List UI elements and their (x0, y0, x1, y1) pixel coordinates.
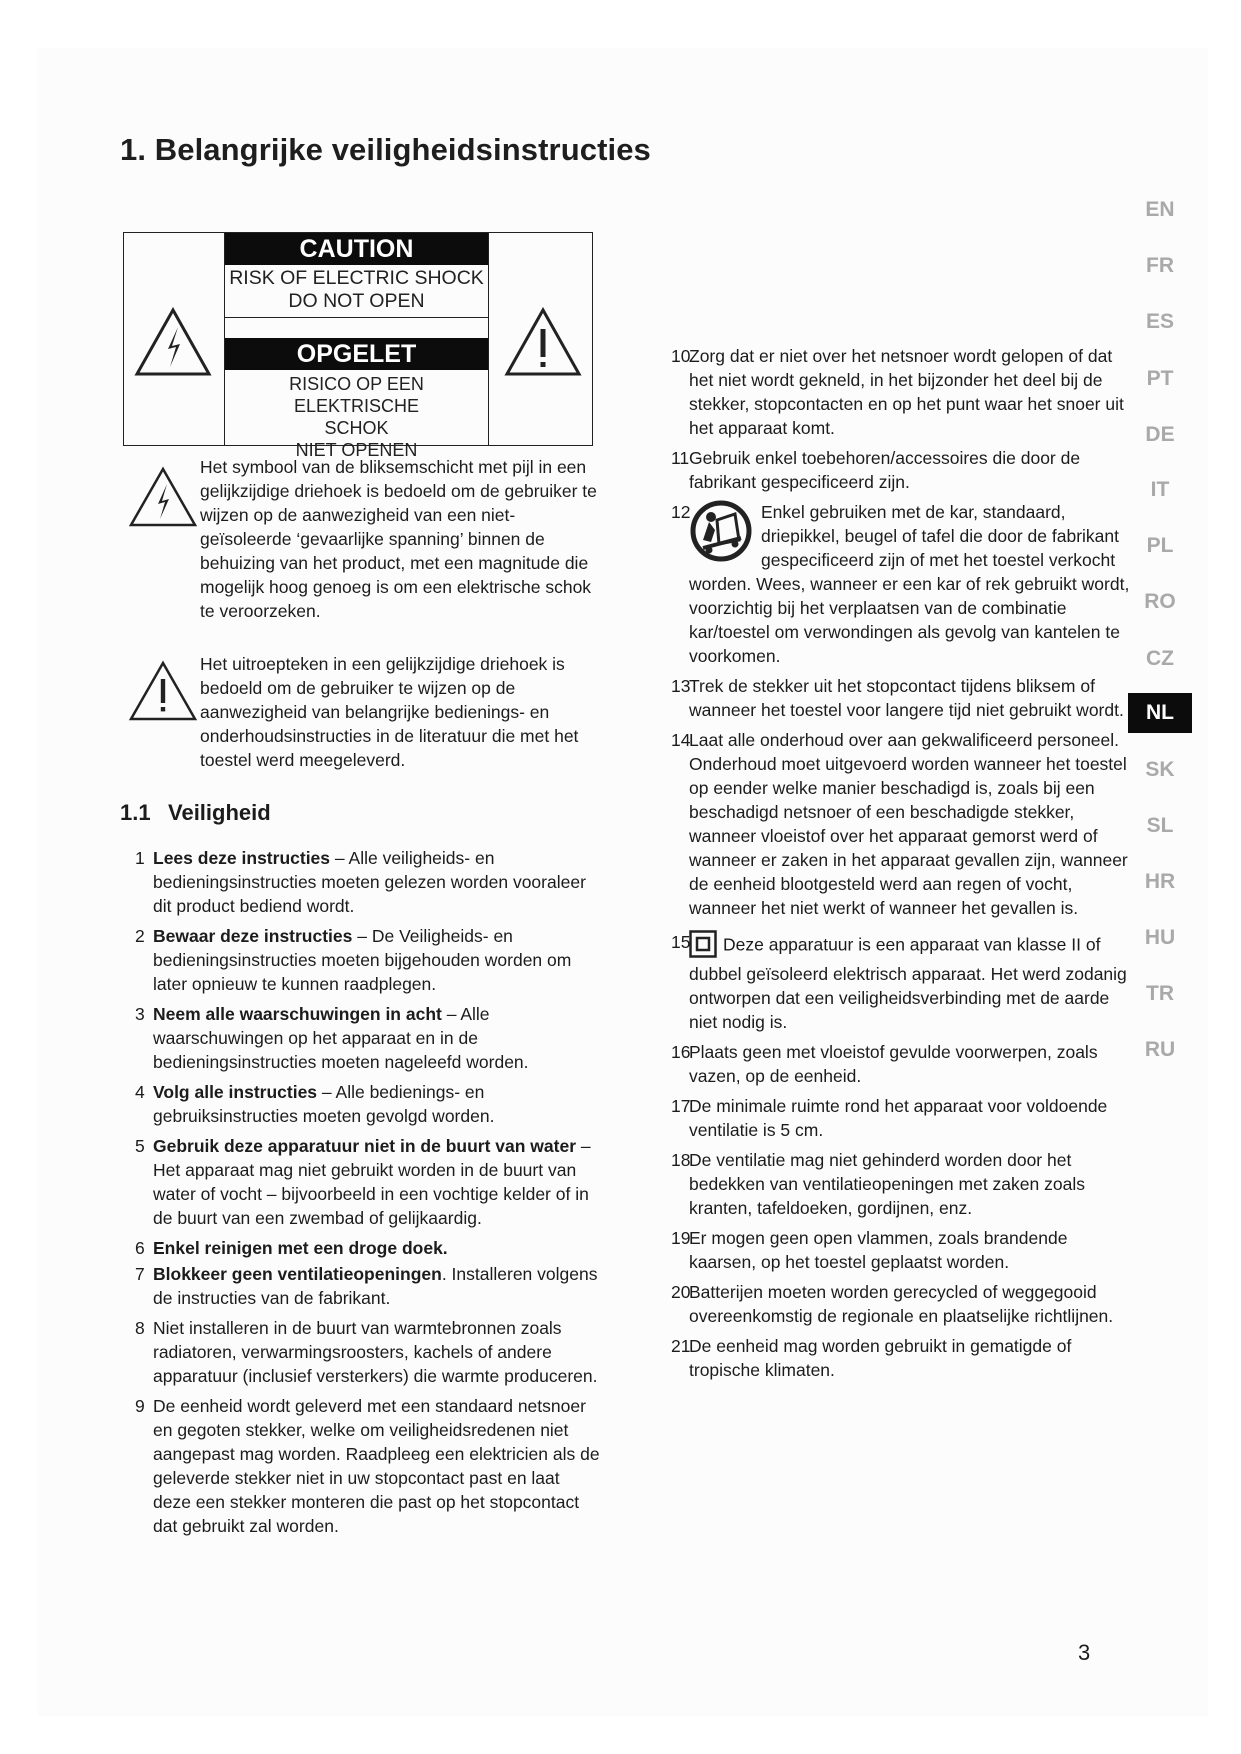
safety-item (120, 1236, 602, 1260)
item-number: 8 (135, 1318, 145, 1338)
lang-tab-sk[interactable]: SK (1145, 758, 1175, 781)
opgelet-line-2: SCHOK (324, 418, 389, 438)
item-number: 17 (671, 1096, 691, 1116)
opgelet-line-3: NIET OPENEN (295, 440, 418, 460)
item-text: – Alle waarschuwingen op het apparaat en in de bedieningsinstructies moeten nageleefd worden. (153, 1004, 529, 1072)
item-text: Plaats geen met vloeistof gevulde voorwerpen, zoals vazen, op de eenheid. (689, 1042, 1098, 1086)
item-text: De ventilatie mag niet gehinderd worden door het bedekken van ventilatieopeningen met zaken zoals kranten, tafeldoeken, gordijnen, enz. (689, 1150, 1085, 1218)
safety-item (656, 674, 1132, 722)
caution-line-1: RISK OF ELECTRIC SHOCK (229, 267, 484, 289)
item-bold: Lees deze instructies (153, 848, 331, 868)
item-text: De eenheid mag worden gebruikt in gematigde of tropische klimaten. (689, 1336, 1072, 1380)
item-number: 1 (135, 848, 145, 868)
item-text: Er mogen geen open vlammen, zoals brandende kaarsen, op het toestel geplaatst worden. (689, 1228, 1068, 1272)
item-bold: Volg alle instructies (153, 1082, 318, 1102)
item-text: Batterijen moeten worden gerecycled of weggegooid overeenkomstig de regionale en plaatselijke richtlijnen. (689, 1282, 1114, 1326)
page-title: 1. Belangrijke veiligheidsinstructies (120, 132, 651, 167)
item-number: 4 (135, 1082, 145, 1102)
safety-item (656, 1334, 1132, 1382)
item-number: 11 (671, 448, 690, 468)
safety-item (656, 728, 1132, 920)
item-text: Gebruik enkel toebehoren/accessoires die door de fabrikant gespecificeerd zijn. (689, 448, 1081, 492)
section-number: 1.1 (120, 800, 151, 825)
item-number: 5 (135, 1136, 145, 1156)
item-number: 2 (135, 926, 145, 946)
lang-tab-ro[interactable]: RO (1144, 590, 1176, 613)
item-text: Laat alle onderhoud over aan gekwalificeerd personeel. Onderhoud moet uitgevoerd worden wanneer het toestel op eender welke manier beschadigd is, zoals bij een beschadigd netsnoer of een beschadigde stekker, wanneer vloeistof over het apparaat gemorst werd of wanneer er zaken in het apparaat gevallen zijn, wanneer de eenheid blootgesteld werd aan regen of vocht, wanneer het niet werkt of wanneer het gevallen is. (689, 730, 1128, 918)
item-number: 16 (671, 1042, 691, 1062)
lightning-symbol-description: Het symbool van de bliksemschicht met pijl in een gelijkzijdige driehoek is bedoeld om de gebruiker te wijzen op de aanwezigheid van een niet-geïsoleerde ‘gevaarlijke spanning’ binnen de behuizing van het product, met een magnitude die mogelijk hoog genoeg is om een elektrische schok te veroorzeken. (200, 457, 597, 621)
opgelet-banner: OPGELET (225, 338, 488, 370)
double-insulation-icon (689, 930, 717, 958)
exclamation-symbol-description: Het uitroepteken in een gelijkzijdige driehoek is bedoeld om de gebruiker te wijzen op de aanwezigheid van belangrijke bedienings- en onderhoudsinstructies in de literatuur die met het toestel werd meegeleverd. (200, 654, 579, 770)
item-text: – Alle bedienings- en gebruiksinstructies moeten gevolgd worden. (153, 1082, 495, 1126)
caution-banner: CAUTION (225, 233, 488, 265)
section-heading (120, 800, 271, 826)
page-number: 3 (1078, 1640, 1091, 1665)
safety-item (120, 1316, 602, 1388)
item-number: 7 (135, 1264, 145, 1284)
item-number: 12 (671, 502, 691, 522)
item-text: – Het apparaat mag niet gebruikt worden in de buurt van water of vocht – bijvoorbeeld in een vochtige kelder of in de buurt van een zwembad of gelijkaardig. (153, 1136, 591, 1228)
item-text: De eenheid wordt geleverd met een standaard netsnoer en gegoten stekker, welke om veiligheidsredenen niet aangepast mag worden. Raadpleeg een elektricien als de geleverde stekker niet in uw stopcontact past en laat deze een stekker monteren die past op het stopcontact dat gebruikt zal worden. (153, 1396, 600, 1536)
lang-tab-it[interactable]: IT (1150, 478, 1170, 501)
item-text: Niet installeren in de buurt van warmtebronnen zoals radiatoren, verwarmingsroosters, kachels of andere apparatuur (inclusief versterkers) die warmte produceren. (153, 1318, 598, 1386)
lang-tab-nl[interactable]: NL (1128, 693, 1192, 733)
item-number: 10 (671, 346, 691, 366)
exclamation-warning-icon (504, 307, 582, 377)
safety-item (656, 1226, 1132, 1274)
safety-item (120, 924, 602, 996)
safety-item (656, 930, 1132, 1034)
item-bold: Neem alle waarschuwingen in acht (153, 1004, 442, 1024)
item-text: Zorg dat er niet over het netsnoer wordt gelopen of dat het niet wordt gekneld, in het bijzonder het deel bij de stekker, stopcontacten en op het punt waar het snoer uit het apparaat komt. (689, 346, 1124, 438)
safety-item (120, 1394, 602, 1538)
lang-tab-pt[interactable]: PT (1146, 367, 1174, 390)
safety-item (120, 846, 602, 918)
safety-item (656, 344, 1132, 440)
item-number: 3 (135, 1004, 145, 1024)
item-number: 19 (671, 1228, 691, 1248)
caution-label-box (123, 232, 593, 460)
lightning-warning-icon (134, 307, 212, 377)
safety-item (656, 446, 1132, 494)
lang-tab-sl[interactable]: SL (1146, 814, 1174, 837)
lang-tab-ru[interactable]: RU (1144, 1038, 1176, 1061)
lang-tab-hr[interactable]: HR (1144, 870, 1176, 893)
exclamation-symbol-icon (128, 660, 198, 722)
item-text: Enkel gebruiken met de kar, standaard, driepikkel, beugel of tafel die door de fabrikant gespecificeerd zijn of met het toestel verkocht worden. Wees, wanneer er een kar of rek gebruikt wordt, voorzichtig bij het verplaatsen van de combinatie kar/toestel om verwondingen als gevolg van kantelen te voorkomen. (689, 502, 1130, 666)
item-text: – Alle veiligheids- en bedieningsinstructies moeten gelezen worden vooraleer dit product bediend wordt. (153, 848, 586, 916)
item-number: 20 (671, 1282, 691, 1302)
safety-item (120, 1080, 602, 1128)
item-number: 6 (135, 1238, 145, 1258)
safety-item (120, 1262, 602, 1310)
caution-spacer (225, 318, 488, 338)
cart-tip-over-icon (689, 500, 753, 562)
safety-item (656, 1148, 1132, 1220)
item-number: 18 (671, 1150, 691, 1170)
item-text: – De Veiligheids- en bedieningsinstructies moeten bijgehouden worden om later opnieuw te kunnen raadplegen. (153, 926, 572, 994)
item-bold: Blokkeer geen ventilatieopeningen (153, 1264, 442, 1284)
safety-item (656, 1040, 1132, 1088)
caution-label-text (224, 233, 489, 460)
item-number: 14 (671, 730, 691, 750)
lang-tab-hu[interactable]: HU (1144, 926, 1176, 949)
item-bold: Bewaar deze instructies (153, 926, 353, 946)
item-number: 15 (671, 932, 691, 952)
safety-item (120, 1134, 602, 1230)
safety-item (656, 1280, 1132, 1328)
lang-tab-es[interactable]: ES (1145, 310, 1174, 333)
safety-item (656, 500, 1132, 668)
item-text: Deze apparatuur is een apparaat van klasse II of dubbel geïsoleerd elektrisch apparaat. Het werd zodanig ontworpen dat een veiligheidsverbinding met de aarde niet nodig is. (689, 934, 1127, 1032)
lang-tab-cz[interactable]: CZ (1146, 647, 1174, 670)
lightning-symbol-icon (128, 466, 198, 528)
item-number: 9 (135, 1396, 145, 1416)
item-text: . Installeren volgens de instructies van de fabrikant. (153, 1264, 598, 1308)
lang-tab-fr[interactable]: FR (1146, 254, 1174, 277)
item-number: 13 (671, 676, 691, 696)
lang-tab-de[interactable]: DE (1145, 423, 1175, 446)
lang-tab-tr[interactable]: TR (1146, 982, 1174, 1005)
safety-item (120, 1002, 602, 1074)
safety-list-right (656, 344, 1132, 1388)
item-text: Trek de stekker uit het stopcontact tijdens bliksem of wanneer het toestel voor langere tijd niet gebruikt wordt. (689, 676, 1124, 720)
caution-line-2: DO NOT OPEN (288, 290, 425, 312)
item-bold: Gebruik deze apparatuur niet in de buurt van water (153, 1136, 576, 1156)
safety-list-left (120, 846, 602, 1544)
opgelet-line-1: RISICO OP EEN ELEKTRISCHE (289, 374, 424, 416)
section-title: Veiligheid (168, 800, 271, 825)
item-text: De minimale ruimte rond het apparaat voor voldoende ventilatie is 5 cm. (689, 1096, 1108, 1140)
lang-tab-pl[interactable]: PL (1146, 534, 1174, 557)
lang-tab-en[interactable]: EN (1145, 198, 1175, 221)
item-number: 21 (671, 1336, 691, 1356)
safety-item (656, 1094, 1132, 1142)
item-bold: Enkel reinigen met een droge doek. (153, 1238, 448, 1258)
